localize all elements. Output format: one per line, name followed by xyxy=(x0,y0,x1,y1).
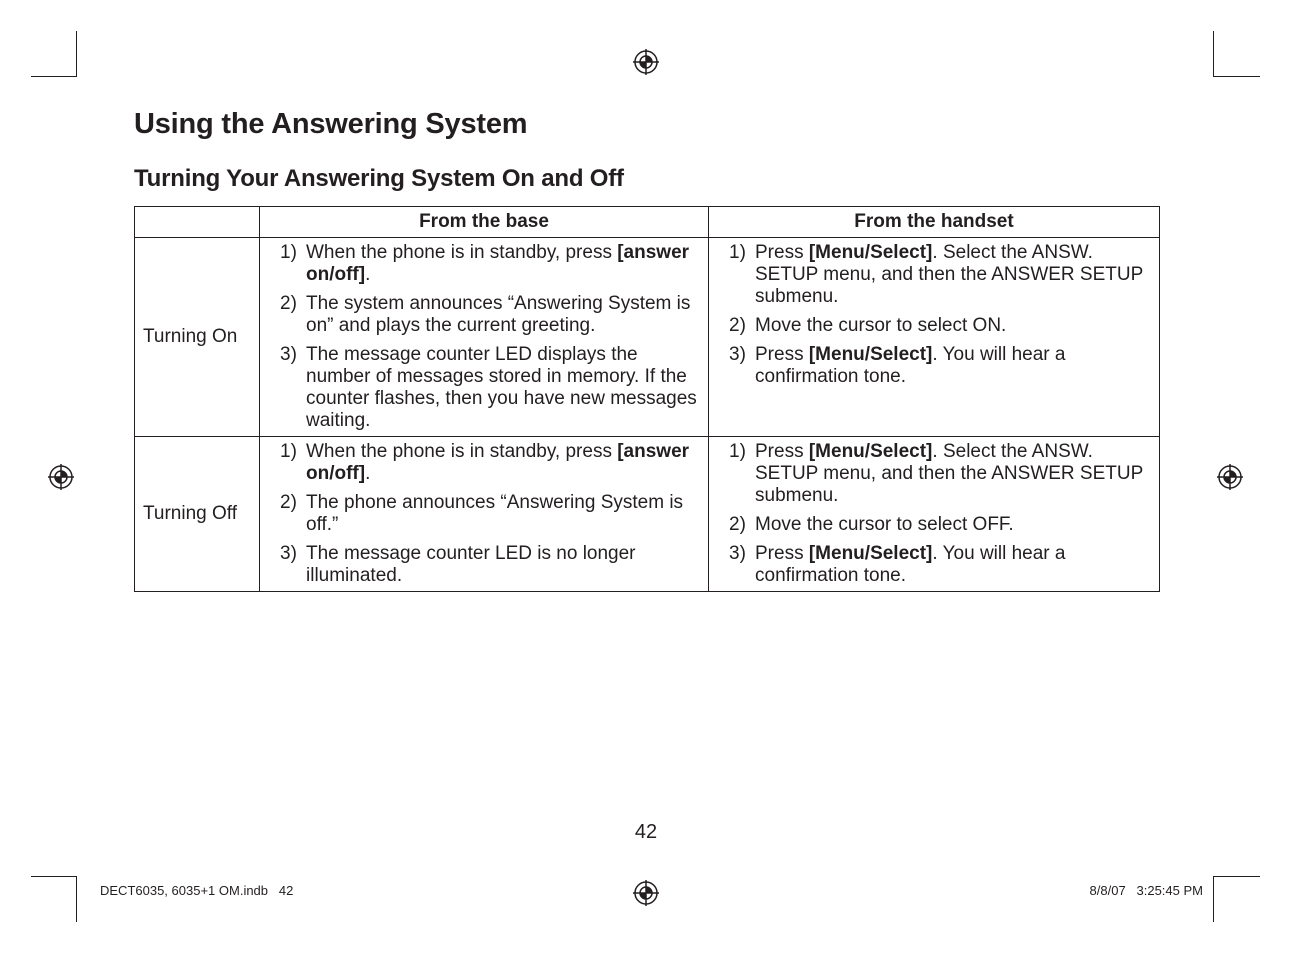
step-key-label: [answer on/off] xyxy=(306,242,690,285)
column-header-base: From the base xyxy=(260,207,709,238)
step-text-plain: Press xyxy=(755,242,809,263)
crop-mark-top-left-horizontal xyxy=(31,76,77,77)
step-key-label: [Menu/Select] xyxy=(808,242,933,263)
crop-mark-bottom-left-horizontal xyxy=(31,876,77,877)
step-text-plain: When the phone is in standby, press xyxy=(306,242,618,263)
instructions-table xyxy=(134,206,1160,592)
step-number: 3) xyxy=(280,344,297,365)
step-text xyxy=(755,441,1149,507)
list-item xyxy=(729,242,1149,308)
row-header: Turning Off xyxy=(135,437,260,592)
step-text xyxy=(755,242,1149,308)
list-item xyxy=(280,242,698,286)
handset-steps-cell xyxy=(709,437,1160,592)
list-item xyxy=(729,543,1149,587)
step-text-plain: Press xyxy=(755,543,809,564)
table-header-row xyxy=(135,207,1160,238)
step-text: Move the cursor to select OFF. xyxy=(755,514,1014,535)
step-text-plain: . Select the ANSW. SETUP menu, and then the ANSWER SETUP submenu. xyxy=(755,242,1143,307)
step-list xyxy=(280,441,698,587)
step-text-plain: . xyxy=(365,264,371,285)
column-header-handset: From the handset xyxy=(709,207,1160,238)
registration-mark-icon xyxy=(632,48,660,76)
step-number: 3) xyxy=(280,543,297,564)
crop-mark-bottom-right-horizontal xyxy=(1213,876,1260,877)
row-header: Turning On xyxy=(135,238,260,437)
base-steps-cell xyxy=(260,437,709,592)
list-item xyxy=(280,441,698,485)
table-row-turning-off xyxy=(135,437,1160,592)
step-key-label: [Menu/Select] xyxy=(808,543,933,564)
footer-date-time: 8/8/07 3:25:45 PM xyxy=(1089,883,1203,898)
registration-mark-icon xyxy=(1216,463,1244,491)
crop-mark-bottom-left-vertical xyxy=(76,876,77,922)
footer-file-info xyxy=(100,883,293,898)
step-number: 1) xyxy=(729,242,746,263)
footer-timestamp xyxy=(1090,883,1203,898)
step-list xyxy=(729,441,1149,587)
base-steps-cell xyxy=(260,238,709,437)
step-key-label: [Menu/Select] xyxy=(808,344,933,365)
step-text xyxy=(755,344,1149,388)
registration-mark-icon xyxy=(47,463,75,491)
step-key-label: [Menu/Select] xyxy=(808,441,933,462)
step-key-label: [answer on/off] xyxy=(306,441,690,484)
step-number: 2) xyxy=(729,315,746,336)
step-number: 1) xyxy=(280,441,297,462)
step-text: Move the cursor to select ON. xyxy=(755,315,1007,336)
step-text-plain: Press xyxy=(755,344,809,365)
crop-mark-top-right-horizontal xyxy=(1213,76,1260,77)
step-text-plain: . xyxy=(365,463,371,484)
list-item xyxy=(729,514,1149,536)
page-title: Using the Answering System xyxy=(134,108,528,140)
step-text-plain: Press xyxy=(755,441,809,462)
step-text-plain: . You will hear a confirmation tone. xyxy=(755,543,1066,586)
step-number: 1) xyxy=(729,441,746,462)
step-text xyxy=(755,543,1149,587)
step-number: 2) xyxy=(280,293,297,314)
list-item xyxy=(280,293,698,337)
page-number: 42 xyxy=(634,821,658,843)
step-number: 3) xyxy=(729,543,746,564)
step-number: 2) xyxy=(729,514,746,535)
step-number: 1) xyxy=(280,242,297,263)
step-text: The message counter LED displays the number of messages stored in memory. If the counter flashes, then you have new messages waiting. xyxy=(306,344,697,431)
step-list xyxy=(729,242,1149,388)
step-list xyxy=(280,242,698,432)
crop-mark-top-right-vertical xyxy=(1213,31,1214,77)
registration-mark-icon xyxy=(632,879,660,907)
step-text xyxy=(306,242,698,286)
list-item xyxy=(280,543,698,587)
list-item xyxy=(280,492,698,536)
crop-mark-bottom-right-vertical xyxy=(1213,876,1214,922)
step-text: The phone announces “Answering System is off.” xyxy=(306,492,684,535)
step-text-plain: When the phone is in standby, press xyxy=(306,441,618,462)
list-item xyxy=(729,344,1149,388)
step-text-plain: . Select the ANSW. SETUP menu, and then the ANSWER SETUP submenu. xyxy=(755,441,1143,506)
crop-mark-top-left-vertical xyxy=(76,31,77,77)
footer-file-name: DECT6035, 6035+1 OM.indb 42 xyxy=(100,883,294,898)
step-text: The message counter LED is no longer illuminated. xyxy=(306,543,636,586)
header-empty-cell xyxy=(135,207,260,238)
step-number: 3) xyxy=(729,344,746,365)
table-row-turning-on xyxy=(135,238,1160,437)
list-item xyxy=(729,441,1149,507)
step-text xyxy=(306,441,698,485)
step-text: The system announces “Answering System is on” and plays the current greeting. xyxy=(306,293,691,336)
list-item xyxy=(280,344,698,432)
handset-steps-cell xyxy=(709,238,1160,437)
step-text-plain: . You will hear a confirmation tone. xyxy=(755,344,1066,387)
section-heading: Turning Your Answering System On and Off xyxy=(134,165,624,192)
list-item xyxy=(729,315,1149,337)
step-number: 2) xyxy=(280,492,297,513)
